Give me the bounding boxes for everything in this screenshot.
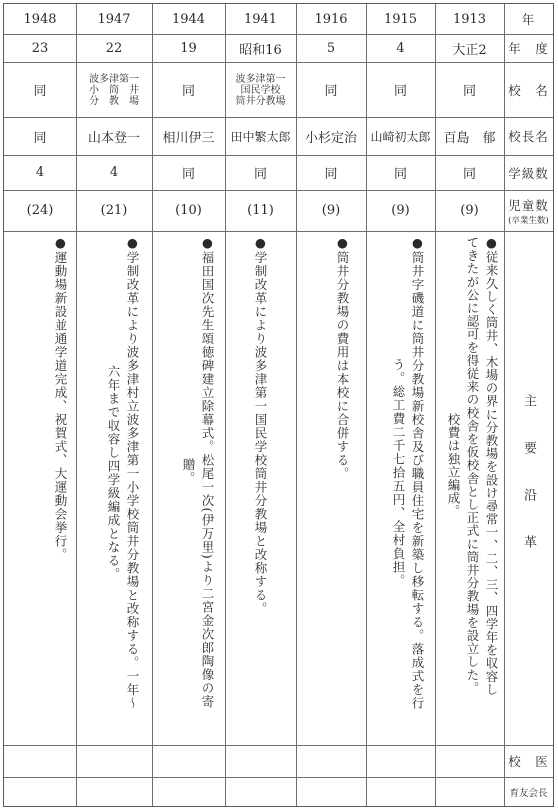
school-name-cell: 波多津第一 国民学校 筒井分教場	[235, 73, 286, 107]
pupil-count-cell: (9)	[321, 203, 341, 218]
pupil-count-cell: (10)	[175, 203, 202, 218]
school-name-cell: 同	[181, 84, 195, 99]
pupil-count-cell: (24)	[26, 203, 54, 218]
era-year-cell: 4	[396, 40, 405, 56]
school-name-cell: 波多津第一 小 筒 井 分 教 場	[89, 73, 139, 107]
pupil-count-cell: (21)	[100, 203, 128, 218]
year-cell: 1915	[383, 11, 418, 27]
label-graduates-note: (卒業生数)	[508, 215, 549, 226]
school-name-cell: 同	[324, 84, 338, 99]
principal-cell: 百島 郁	[443, 130, 496, 146]
principal-cell: 田中繁太郎	[230, 129, 291, 144]
label-pupil-count	[504, 190, 553, 231]
class-count-cell: 4	[35, 165, 45, 180]
pupil-count-cell: (9)	[391, 203, 410, 218]
label-principal: 校長名	[508, 129, 549, 144]
year-cell: 1916	[314, 11, 348, 27]
row-divider	[4, 777, 553, 778]
label-pta-chair: 育友会長	[509, 788, 548, 799]
principal-cell: 同	[33, 130, 47, 146]
row-divider	[4, 745, 553, 746]
label-school-doctor: 校 医	[508, 754, 549, 769]
principal-cell: 山崎初太郎	[370, 129, 431, 144]
school-name-cell: 同	[33, 84, 47, 99]
pupil-count-cell: (9)	[460, 203, 479, 218]
class-count-cell: 同	[324, 167, 338, 182]
class-count-cell: 4	[109, 165, 119, 180]
era-year-cell: 23	[31, 40, 49, 56]
era-year-cell: 昭和16	[239, 42, 282, 58]
history-events-cell: ●筒井分教場の費用は本校に合併する。	[335, 235, 350, 481]
era-year-cell: 19	[180, 40, 197, 56]
era-year-cell: 大正2	[452, 42, 487, 58]
label-history-text: 主要沿革	[521, 394, 536, 582]
principal-cell: 山本登一	[87, 130, 140, 146]
year-cell: 1944	[171, 11, 206, 27]
school-history-table	[3, 3, 554, 807]
year-cell: 1941	[243, 11, 278, 27]
class-count-cell: 同	[462, 167, 476, 182]
label-class-count: 学級数	[508, 165, 549, 181]
era-year-cell: 22	[105, 40, 123, 56]
year-cell: 1948	[23, 11, 57, 27]
class-count-cell: 同	[181, 167, 195, 182]
principal-cell: 小杉定治	[304, 130, 357, 146]
history-events-cell: ●従来久しく筒井、木場の界に分教場を設け尋常一、二、三、四学年を収容し てきたが公に認可を得従来の校舎を仮校舎とし正式に筒井分教場を設立した。 校費は独立編成。	[446, 235, 499, 696]
history-events-cell: ●福田国次先生頌徳碑建立除幕式。松尾一次(伊万里)より二宮金次郎陶像の寄 贈。	[181, 235, 215, 709]
pupil-count-cell: (11)	[247, 203, 274, 218]
year-cell: 1913	[452, 11, 487, 27]
history-events-cell: ●筒井字磯道に筒井分教場新校舎及び職員住宅を新築し移転する。落成式を行 う。総工費二千七拾五円、全村負担。	[391, 235, 425, 710]
school-name-cell: 同	[393, 84, 407, 99]
class-count-cell: 同	[393, 167, 407, 182]
principal-cell: 相川伊三	[162, 130, 215, 146]
class-count-cell: 同	[253, 167, 267, 182]
label-era-year: 年 度	[508, 41, 549, 56]
label-history	[504, 231, 553, 745]
history-events-cell: ●運動場新設並通学道完成、祝賀式、大運動会挙行。	[53, 235, 68, 562]
label-school-name: 校 名	[508, 82, 549, 98]
year-cell: 1947	[97, 11, 131, 27]
school-name-cell: 同	[462, 84, 476, 99]
label-year: 年	[521, 12, 536, 27]
history-events-cell: ●学制改革により波多津第一国民学校筒井分教場と改称する。	[253, 235, 268, 616]
era-year-cell: 5	[326, 40, 336, 56]
history-events-cell: ●学制改革により波多津村立波多津第一小学校筒井分教場と改称する。一年〜 六年まで収容し四学級編成となる。	[106, 235, 140, 710]
label-pupil-count-main: 児童数	[508, 197, 549, 213]
